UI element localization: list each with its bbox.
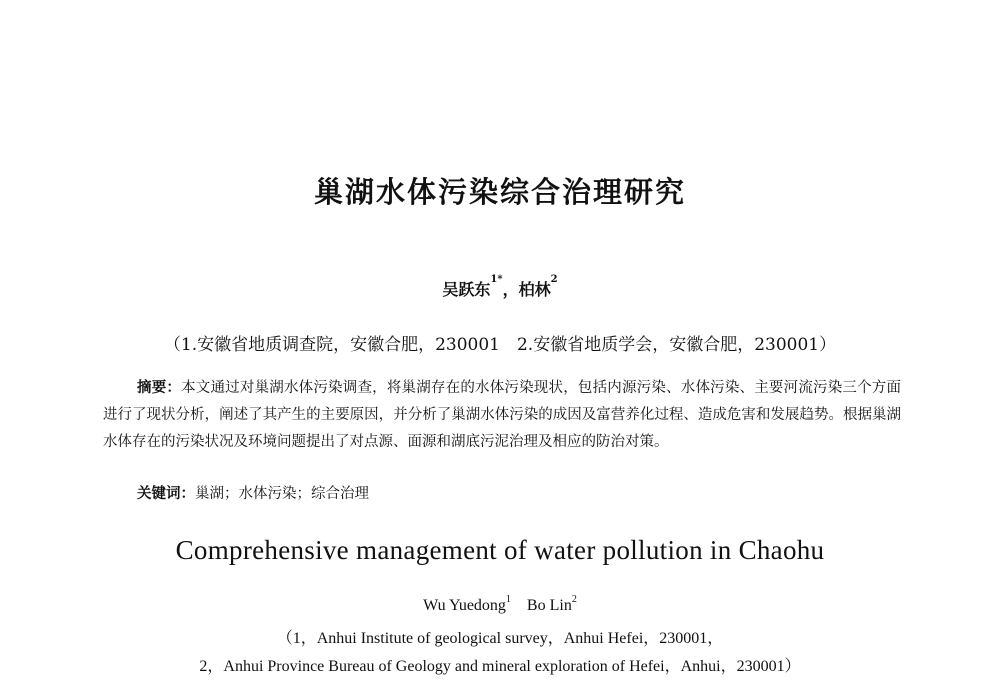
- en-author-2: Bo Lin: [526, 597, 572, 614]
- author-1: 吴跃东: [442, 280, 491, 299]
- chinese-abstract: [103, 375, 901, 456]
- en-author-1-sup: 1: [505, 594, 511, 605]
- abstract-text: 本文通过对巢湖水体污染调查，将巢湖存在的水体污染现状，包括内源污染、水体污染、主要河流污染三个方面进行了现状分析，阐述了其产生的主要原因，并分析了巢湖水体污染的成因及富营养化过程、造成危害和发展趋势。根据巢湖水体存在的污染状况及环境问题提出了对点源、面源和湖底污泥治理及相应的防治对策。: [103, 380, 902, 450]
- keywords-label: 关键词：: [137, 486, 195, 502]
- author-2-sup: 2: [550, 274, 558, 285]
- chinese-affiliation: （1.安徽省地质调查院，安徽合肥，230001 2.安徽省地质学会，安徽合肥，230001）: [163, 335, 837, 355]
- english-affiliation-line-2: 2，Anhui Province Bureau of Geology and mineral exploration of Hefei，Anhui，230001）: [199, 658, 801, 675]
- keywords-text: 巢湖；水体污染；综合治理: [195, 486, 369, 502]
- english-authors: [0, 594, 1000, 615]
- en-author-2-sup: 2: [571, 594, 577, 605]
- english-affiliation-line-1: （1，Anhui Institute of geological survey，Anhui Hefei，230001，: [276, 630, 724, 647]
- english-title: Comprehensive management of water pollution in Chaohu: [175, 535, 825, 565]
- chinese-authors: [0, 274, 1000, 300]
- chinese-keywords: [137, 482, 369, 503]
- abstract-label: 摘要：: [137, 380, 182, 396]
- en-author-1: Wu Yuedong: [423, 597, 506, 614]
- author-1-sup: 1*: [490, 274, 503, 285]
- author-separator: ，: [502, 280, 519, 299]
- chinese-title: 巢湖水体污染综合治理研究: [313, 175, 686, 209]
- author-2: 柏林: [518, 280, 551, 299]
